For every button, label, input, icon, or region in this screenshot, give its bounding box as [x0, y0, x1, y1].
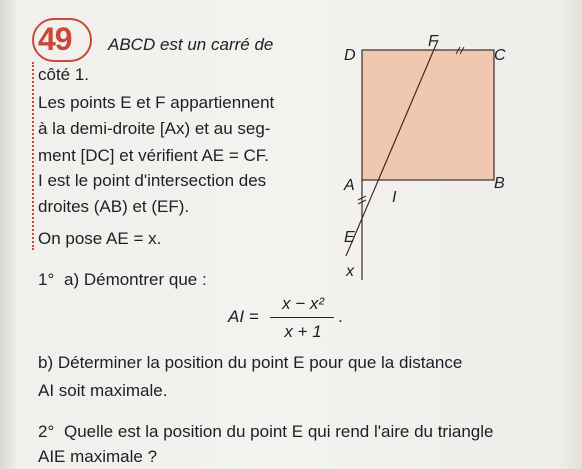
- statement-line-3: Les points E et F appartiennent: [38, 93, 275, 112]
- fraction-bar: [270, 317, 334, 318]
- formula-numerator: x − x²: [281, 294, 325, 313]
- label-i: I: [392, 189, 397, 206]
- question-2-line-2: AIE maximale ?: [38, 447, 158, 466]
- formula-denominator: x + 1: [284, 322, 322, 341]
- label-x: x: [346, 263, 354, 280]
- statement-line-4: à la demi-droite [Ax) et au seg-: [38, 119, 271, 138]
- statement-line-1: ABCD est un carré de: [108, 35, 274, 54]
- label-f: F: [428, 33, 438, 50]
- label-e: E: [344, 229, 355, 246]
- label-b: B: [494, 175, 505, 192]
- statement-line-6: I est le point d'intersection des: [38, 171, 267, 190]
- formula-lhs: AI =: [228, 307, 259, 326]
- statement-line-5: ment [DC] et vérifient AE = CF.: [38, 146, 270, 165]
- exercise-number: 49: [38, 21, 72, 57]
- statement-line-2: côté 1.: [38, 65, 90, 84]
- statement-line-7: droites (AB) et (EF).: [38, 197, 190, 216]
- formula-period: .: [338, 307, 343, 326]
- margin-dotted-line: [32, 62, 37, 250]
- geometry-figure: [330, 30, 530, 290]
- question-2-label: 2°: [38, 422, 55, 441]
- square-abcd: [362, 50, 494, 180]
- question-1b-line-1: b) Déterminer la position du point E pour que la distance: [38, 353, 463, 372]
- label-a: A: [344, 177, 355, 194]
- statement-line-8: On pose AE = x.: [38, 229, 162, 248]
- question-1-label: 1°: [38, 270, 55, 289]
- label-c: C: [494, 47, 506, 64]
- question-1a: a) Démontrer que :: [64, 270, 207, 289]
- question-1b-line-2: AI soit maximale.: [38, 381, 168, 400]
- exercise-number-badge: [32, 18, 94, 64]
- label-d: D: [344, 47, 356, 64]
- question-2-line-1: Quelle est la position du point E qui rend l'aire du triangle: [64, 422, 494, 441]
